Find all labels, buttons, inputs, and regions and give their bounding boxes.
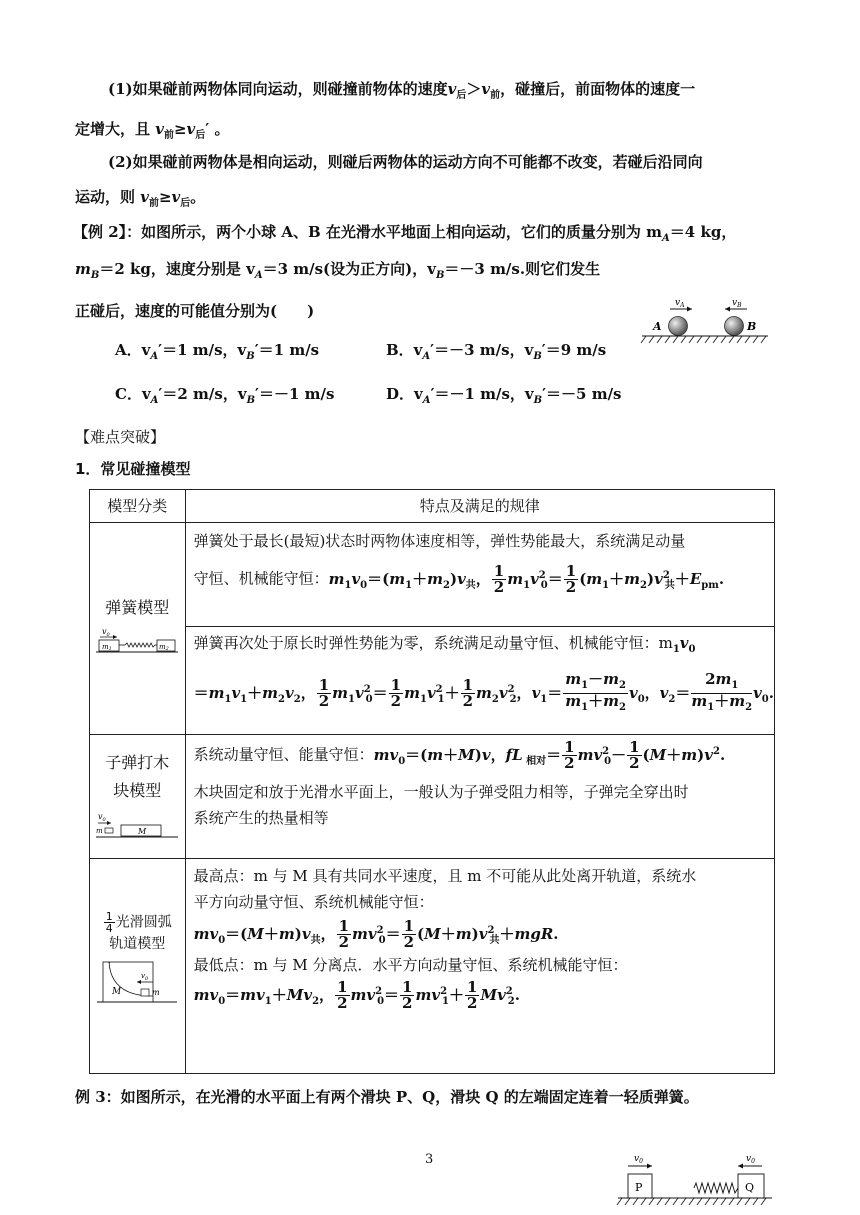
spring-model-cell: [90, 523, 186, 735]
section-title: 【难点突破】: [75, 428, 166, 446]
spring-row1: [185, 523, 774, 627]
option-d: D．$v_A'=-1$ m/s，$v_B'=-5$ m/s: [386, 385, 622, 406]
option-b: B．$v_A'=-3$ m/s，$v_B'=9$ m/s: [386, 341, 607, 362]
bullet-line3: 系统产生的热量相等: [193, 809, 329, 827]
arc-model-figure: [95, 956, 179, 1012]
spring-icon: [694, 1183, 738, 1193]
fig-va-label: $v_A$: [675, 298, 685, 309]
block-q-label: Q: [745, 1181, 755, 1194]
subsection-title: 1．常见碰撞模型: [75, 460, 191, 478]
spring-row2: [185, 627, 774, 735]
para1-line1: (1)如果碰前两物体同向运动，则碰撞前物体的速度$v_后>v_前$，碰撞后，前面物体的速度一: [108, 80, 696, 101]
ball-b: [725, 317, 744, 336]
svg-text:v0: $v_0$: [102, 627, 111, 638]
spring-r2-line1: 弹簧再次处于原长时弹性势能为零，系统满足动量守恒、机械能守恒：$m_1v_0$: [193, 634, 696, 655]
bullet-line2: 木块固定和放于光滑水平面上，一般认为子弹受阻力相等，子弹完全穿出时: [193, 783, 689, 801]
arc-row: [185, 859, 774, 1074]
arc-line5: $mv_0=mv_1+Mv_2$， $\frac{1}{2}$ $mv^2_0=$ $\frac{1}{2}$ $mv^2_1+$ $\frac{1}{2}$ $Mv^2_2$.: [193, 978, 520, 1012]
fig-label-a: A: [653, 320, 662, 333]
svg-text:v0: $v_0$: [746, 1154, 755, 1165]
bullet-model-label: 子弹打木 块模型: [105, 753, 170, 800]
spring-model-figure: [95, 626, 179, 656]
bullet-model-cell: [90, 735, 186, 859]
spring-r1-line2: 守恒、机械能守恒：$m_1v_0=(m_1+m_2)v_共$， $\frac{1}{2}$ $m_1v^2_0=$ $\frac{1}{2}$ $(m_1+m_2)v^2_共+E_{pm}$.: [193, 562, 725, 596]
option-c: C．$v_A'=2$ m/s，$v_B'=-1$ m/s: [115, 385, 335, 406]
arc-line3: $mv_0=(M+m)v_共$， $\frac{1}{2}$ $mv^2_0=$ $\frac{1}{2}$ $(M+m)v^2_共+mgR$.: [193, 917, 559, 951]
arc-line2: 平方向动量守恒、系统机械能守恒：: [193, 893, 434, 911]
svg-text:m: m: [96, 827, 103, 835]
svg-text:v0: $v_0$: [141, 971, 149, 982]
bullet-model-figure: [95, 811, 179, 843]
ball-a: [669, 317, 688, 336]
svg-text:m2: m2: [159, 643, 170, 652]
arc-model-cell: [90, 859, 186, 1074]
para1-line2: 定增大，且 $v_前\ge v_后'$ 。: [75, 120, 230, 141]
example2-line1: 【例 2】：如图所示，两个小球 A、B 在光滑水平地面上相向运动，它们的质量分别为 $m_A=4$ kg，: [73, 223, 737, 244]
fig-label-b: B: [747, 320, 757, 333]
example2-figure: [640, 295, 770, 347]
example3: 例 3：如图所示，在光滑的水平面上有两个滑块 P、Q，滑块 Q 的左端固定连着一轻质弹簧。: [75, 1088, 699, 1106]
bullet-line1: 系统动量守恒、能量守恒：$mv_0=(m+M)v$，fL $_{相对}$＝ $\frac{1}{2}$ $mv^2_0-$ $\frac{1}{2}$ $(M+m)v^2$.: [193, 738, 726, 772]
spring-r2-line2: $=m_1v_1+m_2v_2$， $\frac{1}{2}$ $m_1v^2_0=$ $\frac{1}{2}$ $m_1v^2_1+$ $\frac{1}{2}$ $m_2v^2_2$，$v_1=$ $\frac{m_1-m_2}{m_1+m_2}$ $v_0$，$v_2=$ $\frac{2m_1}{m_1+m_2}$ $v_0$.: [193, 670, 774, 713]
bullet-row: [185, 735, 774, 859]
svg-text:m: m: [152, 987, 160, 997]
para2-line2: 运动，则 $v_前\ge v_后$。: [75, 188, 206, 209]
table-header-features: 特点及满足的规律: [185, 490, 774, 523]
svg-text:M: M: [138, 827, 147, 836]
spring-model-label: 弹簧模型: [105, 598, 170, 617]
svg-text:m1: m1: [102, 643, 113, 652]
table-header-category: 模型分类: [90, 490, 186, 523]
para2-line1: (2)如果碰前两物体是相向运动，则碰后两物体的运动方向不可能都不改变，若碰后沿同向: [108, 153, 703, 171]
svg-text:M: M: [112, 986, 122, 997]
fig-vb-label: $v_B$: [732, 298, 742, 309]
arc-line4: 最低点：m 与 M 分离点．水平方向动量守恒、系统机械能守恒：: [193, 956, 628, 974]
example3-figure: [614, 1150, 774, 1212]
collision-model-table: [89, 489, 775, 1074]
spring-r1-line1: 弹簧处于最长(最短)状态时两物体速度相等，弹性势能最大，系统满足动量: [193, 532, 686, 550]
arc-model-label: $\frac{1}{4}$ 光滑圆弧 轨道模型: [105, 909, 172, 952]
example2-line3: 正碰后，速度的可能值分别为( ): [75, 302, 315, 320]
page-number: 3: [425, 1152, 434, 1167]
svg-text:v0: $v_0$: [98, 812, 107, 823]
svg-text:v0: $v_0$: [634, 1154, 643, 1165]
block-p-label: P: [635, 1181, 643, 1194]
option-a: A．$v_A'=1$ m/s，$v_B'=1$ m/s: [115, 341, 320, 362]
example2-line2: $m_B=2$ kg，速度分别是 $v_A=3$ m/s(设为正方向)，$v_B=-3$ m/s.则它们发生: [75, 260, 601, 281]
arc-line1: 最高点：m 与 M 具有共同水平速度，且 m 不可能从此处离开轨道，系统水: [193, 867, 697, 885]
